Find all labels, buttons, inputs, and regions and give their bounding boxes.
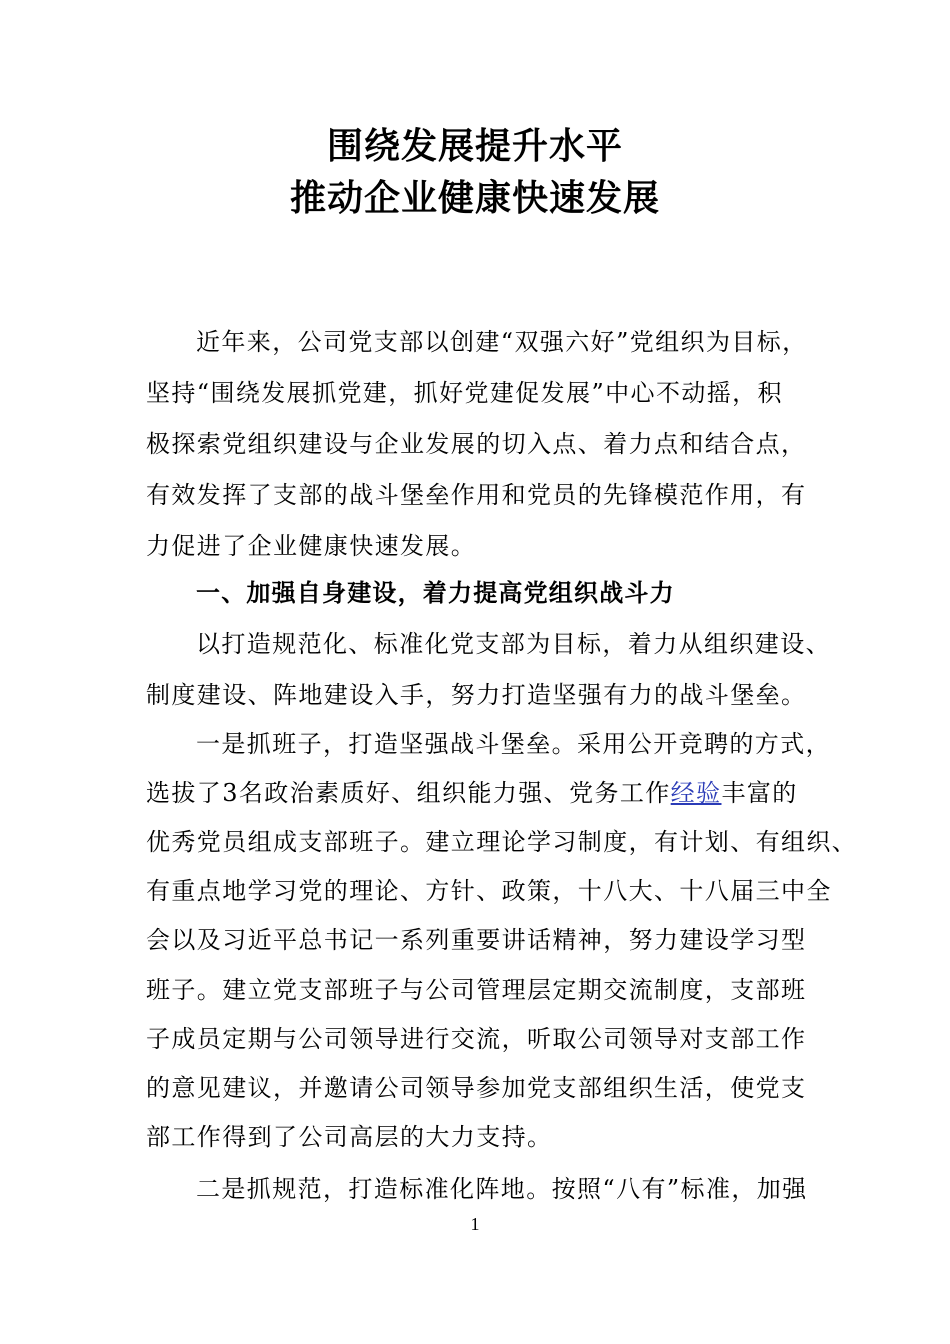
item1-text-after-link: 丰富的 xyxy=(721,779,798,807)
page-number: 1 xyxy=(470,1214,480,1234)
item2-line1-rest: 按照“八有”标准，加强 xyxy=(551,1175,808,1203)
item1-first-line xyxy=(196,729,831,759)
item1-line: 的意见建议，并邀请公司领导参加党支部组织生活，使党支 xyxy=(146,1074,807,1102)
paragraph1-line: 坚持“围绕发展抓党建，抓好党建促发展”中心不动摇，积 xyxy=(146,379,783,407)
paragraph1-line: 有效发挥了支部的战斗堡垒作用和党员的先锋模范作用，有 xyxy=(146,481,807,509)
section-heading: 一、加强自身建设，着力提高党组织战斗力 xyxy=(196,579,675,607)
paragraph2-line: 制度建设、阵地建设入手，努力打造坚强有力的战斗堡垒。 xyxy=(146,681,807,709)
item1-line: 班子。建立党支部班子与公司管理层定期交流制度，支部班 xyxy=(146,976,807,1004)
item1-line: 会以及习近平总书记一系列重要讲话精神，努力建设学习型 xyxy=(146,926,807,954)
item1-line1-rest: 采用公开竞聘的方式， xyxy=(577,730,831,758)
paragraph2-line: 以打造规范化、标准化党支部为目标，着力从组织建设、 xyxy=(196,630,831,658)
title-line-2: 推动企业健康快速发展 xyxy=(289,177,660,219)
item1-line: 有重点地学习党的理论、方针、政策，十八大、十八届三中全 xyxy=(146,877,832,905)
paragraph1-line: 力促进了企业健康快速发展。 xyxy=(146,532,477,560)
paragraph1-line: 近年来，公司党支部以创建“双强六好”党组织为目标， xyxy=(196,328,808,356)
experience-link[interactable]: 经验 xyxy=(670,779,722,807)
item1-text-before-link: 选拔了3名政治素质好、组织能力强、党务工作 xyxy=(146,779,671,807)
paragraph1-line: 极探索党组织建设与企业发展的切入点、着力点和结合点， xyxy=(146,430,807,458)
item2-lead: 二是抓规范，打造标准化阵地。 xyxy=(196,1175,552,1203)
item1-line: 部工作得到了公司高层的大力支持。 xyxy=(146,1123,553,1151)
title-line-1: 围绕发展提升水平 xyxy=(326,125,623,167)
item1-lead: 一是抓班子，打造坚强战斗堡垒。 xyxy=(196,730,577,758)
item1-line: 子成员定期与公司领导进行交流，听取公司领导对支部工作 xyxy=(146,1025,807,1053)
item1-line: 优秀党员组成支部班子。建立理论学习制度，有计划、有组织、 xyxy=(146,828,858,856)
item2-first-line xyxy=(196,1174,808,1204)
item1-second-line xyxy=(146,778,798,808)
